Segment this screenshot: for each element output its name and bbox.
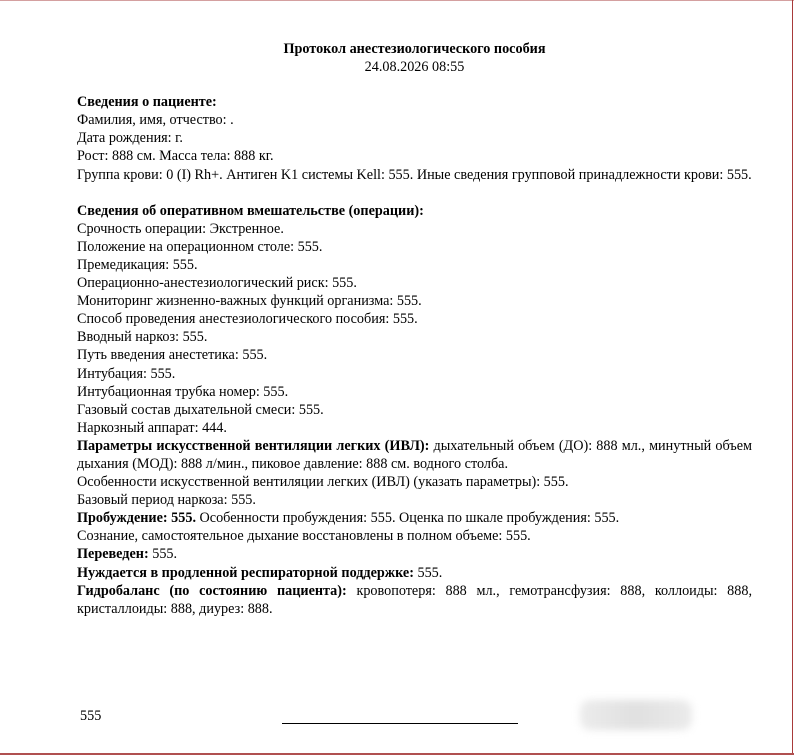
- document-datetime: 24.08.2026 08:55: [364, 59, 465, 76]
- base-period: Базовый период наркоза: 555.: [77, 492, 256, 509]
- patient-birth: Дата рождения: г.: [77, 130, 183, 147]
- operation-line: Положение на операционном столе: 555.: [77, 238, 323, 255]
- document-header: [77, 40, 752, 76]
- resp-support-value: 555.: [413, 564, 443, 581]
- operation-line: Премедикация: 555.: [77, 256, 198, 273]
- ivl-text: дыхательный объем (ДО): 888 мл., минутный объем дыхания (МОД): 888 л/мин., пиковое давление: 888 см. водного столба.: [77, 437, 752, 472]
- ivl-parameters: [77, 437, 752, 473]
- hydrobalance-line: [77, 582, 752, 618]
- wake-value: 555.: [167, 510, 196, 527]
- redacted-signature-area: [580, 700, 692, 730]
- operation-line: Наркозный аппарат: 444.: [77, 419, 227, 436]
- signature-line: [282, 723, 518, 724]
- wake-label: Пробуждение:: [77, 510, 168, 527]
- hydrobalance-label: Гидробаланс (по состоянию пациента):: [77, 582, 347, 599]
- ivl-label: Параметры искусственной вентиляции легких (ИВЛ):: [77, 437, 430, 454]
- wake-text: Особенности пробуждения: 555. Оценка по шкале пробуждения: 555.: [196, 510, 620, 527]
- patient-blood: Группа крови: 0 (I) Rh+. Антиген K1 системы Kell: 555. Иные сведения групповой принадлежности крови: 555.: [77, 166, 752, 183]
- consciousness: Сознание, самостоятельное дыхание восстановлены в полном объеме: 555.: [77, 528, 531, 545]
- transferred-label: Переведен:: [77, 546, 149, 563]
- resp-support-line: [77, 564, 752, 582]
- protocol-document: [77, 40, 752, 636]
- patient-fio: Фамилия, имя, отчество: .: [77, 112, 234, 129]
- operation-section: [77, 202, 752, 618]
- page-border-top: [0, 0, 794, 1]
- patient-heading: Сведения о пациенте:: [77, 94, 217, 111]
- patient-height-weight: Рост: 888 см. Масса тела: 888 кг.: [77, 148, 274, 165]
- operation-line: Интубация: 555.: [77, 365, 176, 382]
- operation-line: Срочность операции: Экстренное.: [77, 220, 284, 237]
- hydrobalance-text: кровопотеря: 888 мл., гемотрансфузия: 888, коллоиды: 888, кристаллоиды: 888, диурез: 888.: [77, 582, 752, 617]
- operation-heading: Сведения об оперативном вмешательстве (операции):: [77, 202, 424, 219]
- operation-line: Путь введения анестетика: 555.: [77, 347, 268, 364]
- ivl-features: Особенности искусственной вентиляции легких (ИВЛ) (указать параметры): 555.: [77, 474, 569, 491]
- resp-support-label: Нуждается в продленной респираторной поддержке:: [77, 564, 414, 581]
- wake-line: [77, 509, 752, 527]
- page-border-right: [792, 0, 793, 755]
- transferred-value: 555.: [148, 546, 178, 563]
- operation-line: Операционно-анестезиологический риск: 555.: [77, 275, 357, 292]
- operation-line: Способ проведения анестезиологического пособия: 555.: [77, 311, 418, 328]
- document-title: Протокол анестезиологического пособия: [283, 41, 546, 57]
- footer-code: 555: [80, 708, 102, 724]
- operation-line: Газовый состав дыхательной смеси: 555.: [77, 401, 324, 418]
- operation-line: Вводный наркоз: 555.: [77, 329, 208, 346]
- transferred-line: [77, 545, 752, 563]
- patient-section: [77, 93, 752, 183]
- operation-line: Мониторинг жизненно-важных функций организма: 555.: [77, 293, 422, 310]
- operation-line: Интубационная трубка номер: 555.: [77, 383, 289, 400]
